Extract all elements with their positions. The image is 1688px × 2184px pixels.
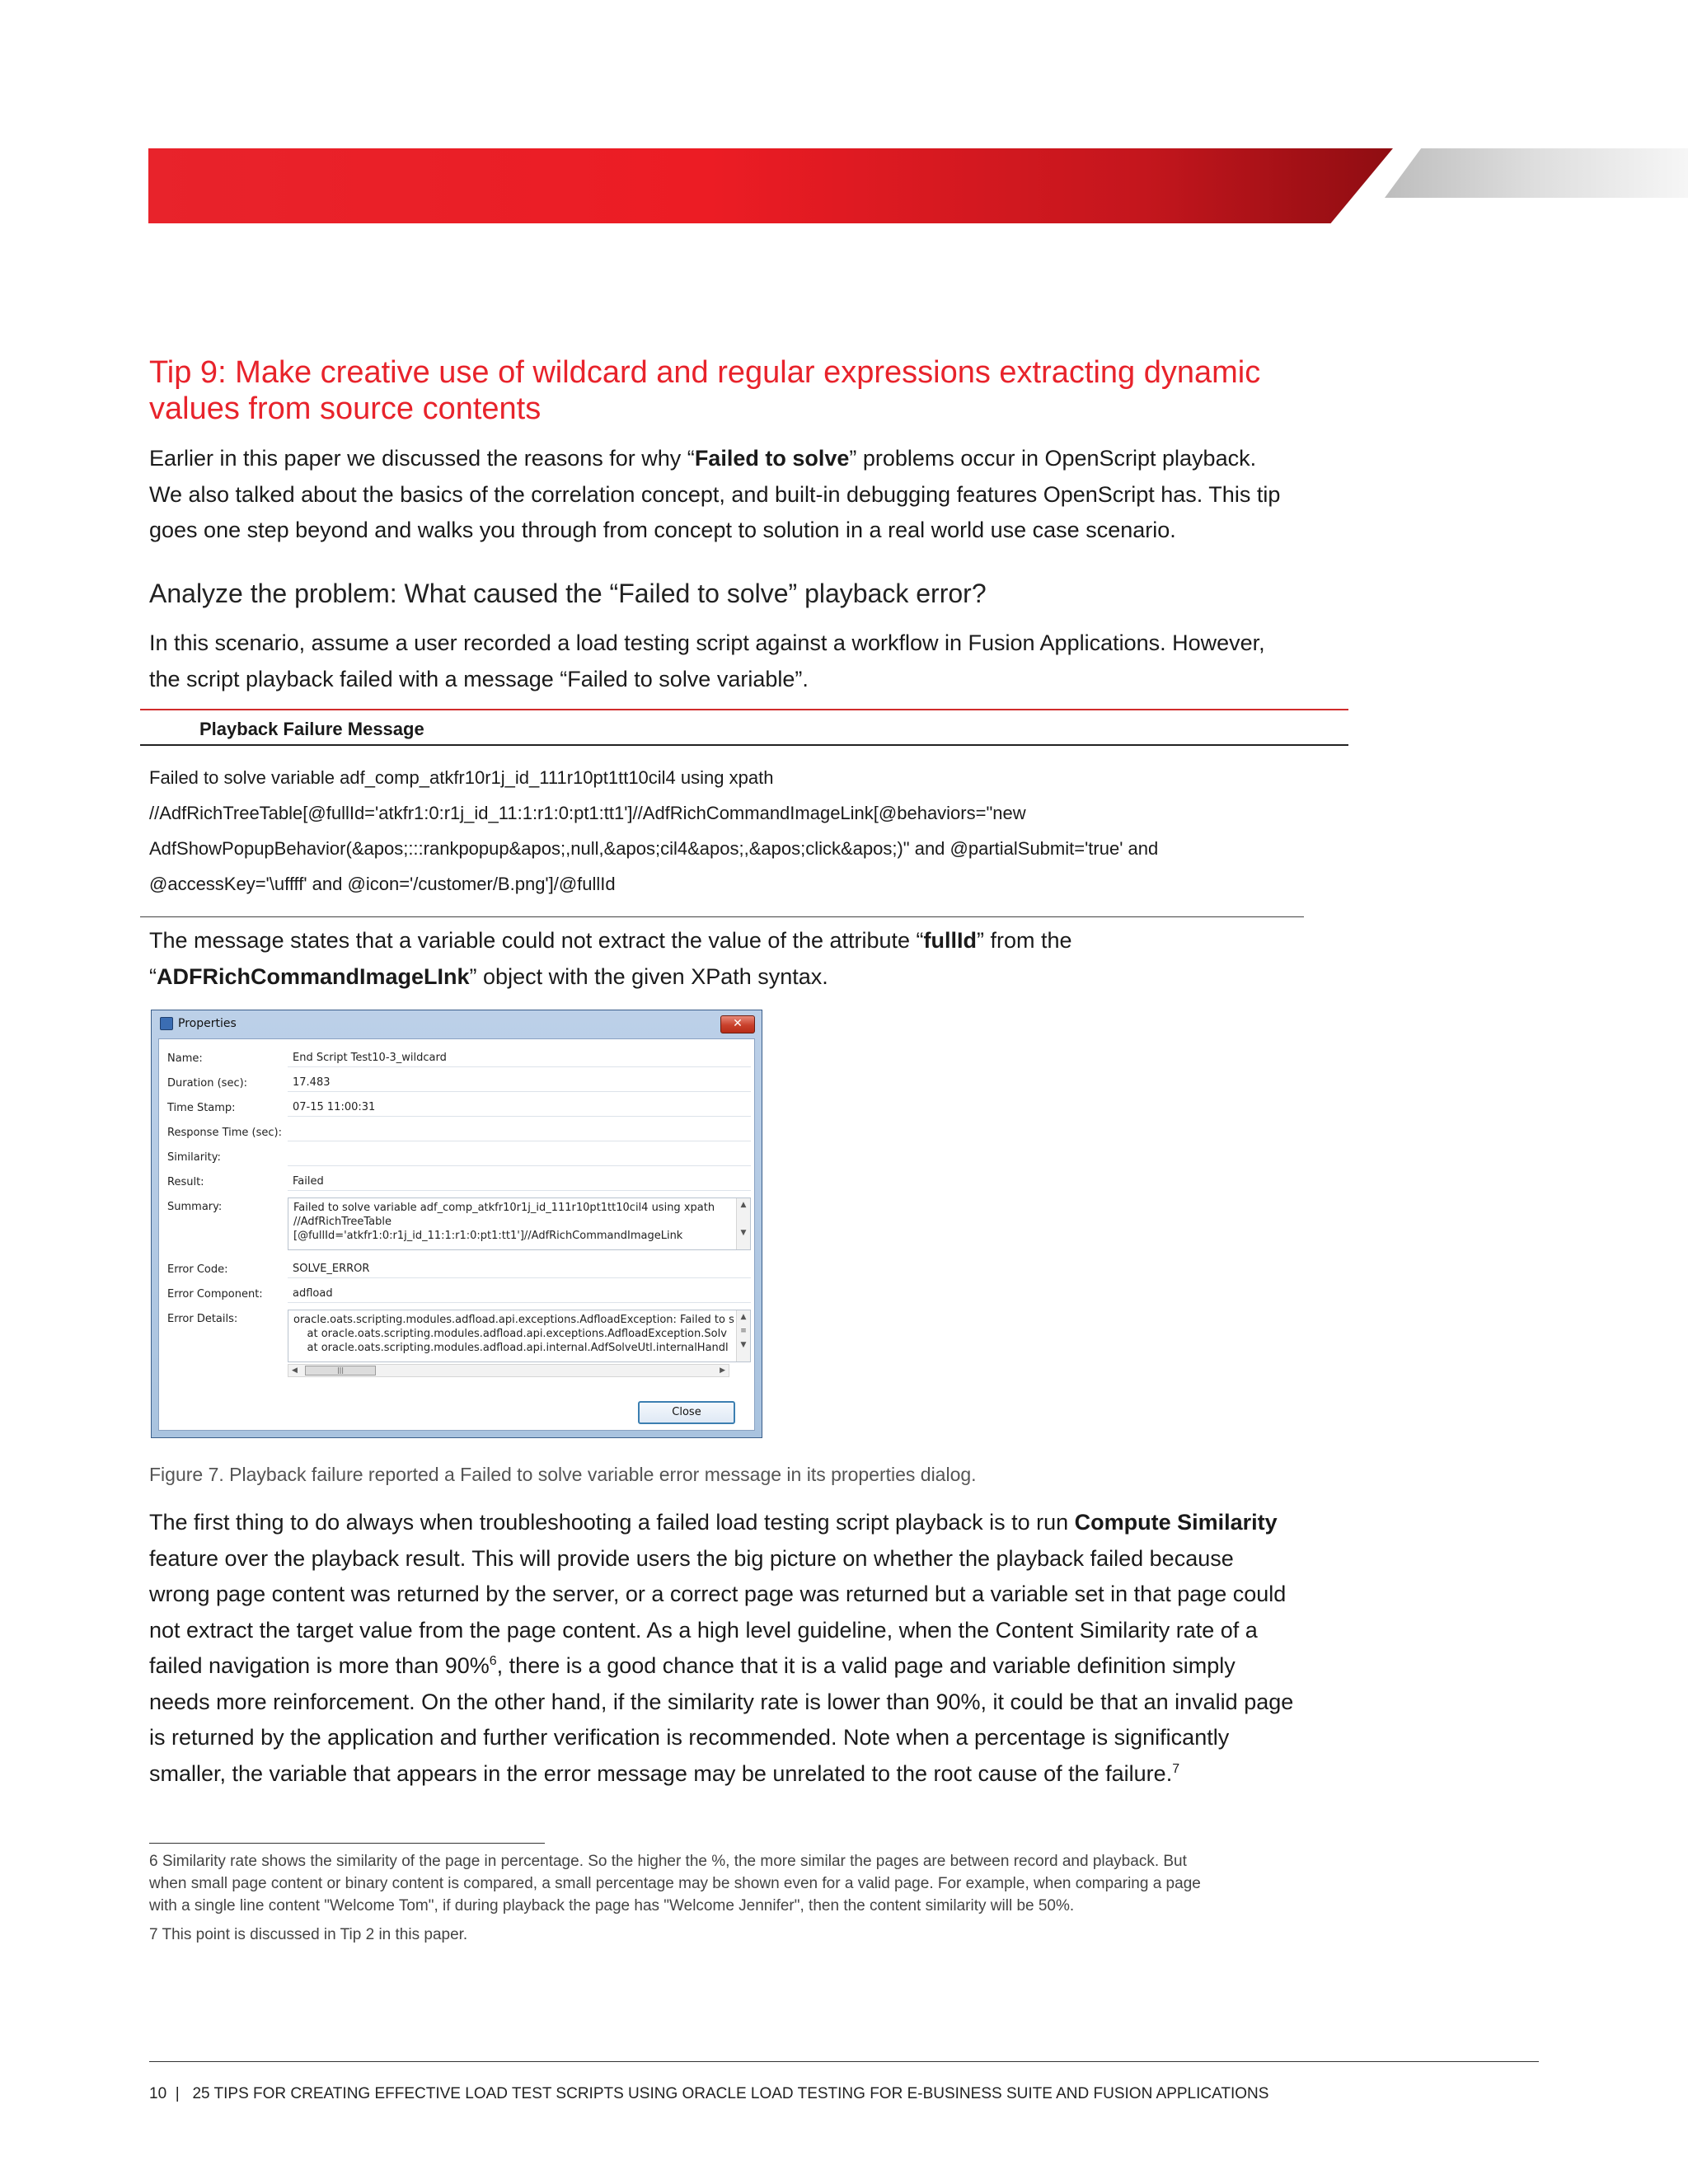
dialog-titlebar[interactable] bbox=[152, 1010, 762, 1035]
summary-line: [@fullId='atkfr1:0:r1j_id_11:1:r1:0:pt1:tt1']//AdfRichCommandImageLink bbox=[293, 1230, 683, 1242]
body-line: feature over the playback result. This will provide users the big picture on whether the playback failed because bbox=[149, 1545, 1234, 1571]
body-line: wrong page content was returned by the server, or a correct page was returned but a variable set in that page could bbox=[149, 1582, 1287, 1606]
summary-textarea[interactable] bbox=[288, 1197, 751, 1250]
error-component-label: Error Component: bbox=[167, 1288, 263, 1301]
summary-scrollbar[interactable]: ▲ ▼ bbox=[736, 1198, 750, 1249]
page-footer: 10 | 25 TIPS FOR CREATING EFFECTIVE LOAD TEST SCRIPTS USING ORACLE LOAD TESTING FOR E-BUSINESS SUITE AND FUSION APPLICATIONS bbox=[149, 2085, 1269, 2102]
footnote-ref-6[interactable]: 6 bbox=[489, 1654, 497, 1668]
footnote-separator bbox=[149, 1843, 545, 1844]
footnote-line: when small page content or binary content is compared, a small percentage may be shown even for a valid page. For example, when comparing a page bbox=[149, 1875, 1201, 1892]
object-name: ADFRichCommandImageLInk bbox=[157, 963, 470, 989]
body-line: The first thing to do always when troubleshooting a failed load testing script playback is to run Compute Similarity bbox=[149, 1510, 1278, 1535]
close-window-button[interactable]: ✕ bbox=[720, 1015, 755, 1033]
message-line2: “ADFRichCommandImageLInk” object with the given XPath syntax. bbox=[149, 963, 828, 989]
footnote-6 bbox=[149, 1850, 1353, 1917]
body-line: is returned by the application and further verification is recommended. Note when a percentage is significantly bbox=[149, 1725, 1230, 1750]
figure-caption: Figure 7. Playback failure reported a Failed to solve variable error message in its properties dialog. bbox=[149, 1464, 977, 1485]
body-line: failed navigation is more than 90%$^6$, there is a good chance that it is a valid page and variable definition simply bbox=[149, 1653, 1236, 1678]
tip-heading bbox=[149, 354, 1353, 427]
response-time-label: Response Time (sec): bbox=[167, 1127, 282, 1139]
tip-heading-line1: Tip 9: Make creative use of wildcard and regular expressions extracting dynamic bbox=[149, 355, 1261, 390]
dialog-title: Properties bbox=[178, 1017, 237, 1030]
intro-line1: Earlier in this paper we discussed the reasons for why “Failed to solve” problems occur in OpenScript playback. bbox=[149, 446, 1257, 471]
scenario-line2: the script playback failed with a message “Failed to solve variable”. bbox=[149, 666, 809, 691]
error-details-textarea[interactable] bbox=[288, 1310, 751, 1362]
header-banner-grey bbox=[1385, 148, 1688, 198]
intro-paragraph bbox=[149, 441, 1353, 549]
dialog-body bbox=[158, 1038, 755, 1431]
body-line: needs more reinforcement. On the other hand, if the similarity rate is lower than 90%, it could be that an invalid page bbox=[149, 1689, 1294, 1714]
response-time-field[interactable] bbox=[288, 1123, 751, 1141]
duration-label: Duration (sec): bbox=[167, 1077, 248, 1090]
body-line: not extract the target value from the page content. As a high level guideline, when the Content Similarity rate of a bbox=[149, 1617, 1258, 1643]
close-button[interactable]: Close bbox=[638, 1401, 735, 1424]
details-line: at oracle.oats.scripting.modules.adfload.api.exceptions.AdfloadException.Solv bbox=[293, 1328, 727, 1340]
footnote-line: with a single line content "Welcome Tom", if during playback the page has "Welcome Jennifer", then the content similarity will be 50%. bbox=[149, 1897, 1075, 1915]
timestamp-field[interactable]: 07-15 11:00:31 bbox=[288, 1099, 751, 1117]
failure-message-line: AdfShowPopupBehavior(&apos;:::rankpopup&apos;,null,&apos;cil4&apos;,&apos;click&apos;)" and @partialSubmit='true' and bbox=[149, 838, 1159, 859]
failure-box-top-rule bbox=[140, 709, 1348, 710]
error-code-field[interactable]: SOLVE_ERROR bbox=[288, 1260, 751, 1278]
message-line1: The message states that a variable could not extract the value of the attribute “fullId” from the bbox=[149, 928, 1072, 953]
name-field[interactable]: End Script Test10-3_wildcard bbox=[288, 1049, 751, 1067]
message-paragraph bbox=[149, 923, 1353, 995]
failure-message-line: @accessKey='\uffff' and @icon='/customer/B.png']/@fullId bbox=[149, 874, 616, 894]
summary-line: Failed to solve variable adf_comp_atkfr10r1j_id_111r10pt1tt10cil4 using xpath bbox=[293, 1202, 715, 1214]
section-subheading: Analyze the problem: What caused the “Failed to solve” playback error? bbox=[149, 579, 987, 608]
failure-message-line: //AdfRichTreeTable[@fullId='atkfr1:0:r1j_id_11:1:r1:0:pt1:tt1']//AdfRichCommandImageLink[@behaviors="new bbox=[149, 803, 1026, 823]
header-banner-red bbox=[148, 148, 1393, 223]
failure-box-bottom-rule bbox=[140, 916, 1304, 917]
details-vertical-scrollbar[interactable]: ▲ ≡ ▼ bbox=[736, 1310, 750, 1361]
failure-box-title: Playback Failure Message bbox=[199, 719, 424, 739]
footnote-line: 6 Similarity rate shows the similarity of the page in percentage. So the higher the %, the more similar the pages are between record and playback. But bbox=[149, 1853, 1187, 1870]
summary-label: Summary: bbox=[167, 1201, 223, 1213]
error-component-field[interactable]: adfload bbox=[288, 1285, 751, 1303]
body-paragraph bbox=[149, 1505, 1353, 1792]
intro-bold-term: Failed to solve bbox=[694, 446, 850, 471]
failure-box-header-rule bbox=[140, 744, 1348, 746]
tip-heading-line2: values from source contents bbox=[149, 391, 542, 426]
properties-app-icon bbox=[160, 1017, 173, 1030]
scenario-line1: In this scenario, assume a user recorded a load testing script against a workflow in Fusion Applications. However, bbox=[149, 630, 1265, 655]
timestamp-label: Time Stamp: bbox=[167, 1102, 236, 1114]
footnote-7: 7 This point is discussed in Tip 2 in this paper. bbox=[149, 1926, 468, 1943]
result-field[interactable]: Failed bbox=[288, 1173, 751, 1191]
details-line: oracle.oats.scripting.modules.adfload.api.exceptions.AdfloadException: Failed to s bbox=[293, 1314, 734, 1326]
similarity-label: Similarity: bbox=[167, 1151, 221, 1164]
details-line: at oracle.oats.scripting.modules.adfload.api.internal.AdfSolveUtl.internalHandl bbox=[293, 1342, 729, 1354]
error-details-label: Error Details: bbox=[167, 1313, 238, 1325]
properties-dialog bbox=[151, 1010, 762, 1438]
scroll-left-icon[interactable]: ◀ bbox=[292, 1366, 298, 1375]
result-label: Result: bbox=[167, 1176, 204, 1188]
duration-field[interactable]: 17.483 bbox=[288, 1074, 751, 1092]
details-horizontal-scrollbar[interactable] bbox=[288, 1364, 729, 1377]
scroll-right-icon[interactable]: ▶ bbox=[720, 1366, 725, 1375]
scenario-paragraph bbox=[149, 626, 1353, 697]
footnote-ref-7[interactable]: 7 bbox=[1172, 1761, 1180, 1776]
failure-message-line: Failed to solve variable adf_comp_atkfr10r1j_id_111r10pt1tt10cil4 using xpath bbox=[149, 767, 774, 788]
body-line: smaller, the variable that appears in the error message may be unrelated to the root cause of the failure.$^7$ bbox=[149, 1760, 1180, 1786]
scroll-thumb[interactable]: ||| bbox=[305, 1366, 376, 1376]
footer-rule bbox=[149, 2061, 1539, 2062]
intro-line2: We also talked about the basics of the correlation concept, and built-in debugging features OpenScript has. This tip bbox=[149, 481, 1281, 507]
name-label: Name: bbox=[167, 1052, 203, 1065]
error-code-label: Error Code: bbox=[167, 1263, 228, 1276]
similarity-field[interactable] bbox=[288, 1148, 751, 1166]
compute-similarity-term: Compute Similarity bbox=[1074, 1510, 1278, 1535]
summary-line: //AdfRichTreeTable bbox=[293, 1216, 392, 1228]
attribute-name: fullId bbox=[923, 928, 978, 953]
intro-line3: goes one step beyond and walks you through from concept to solution in a real world use case scenario. bbox=[149, 518, 1176, 542]
